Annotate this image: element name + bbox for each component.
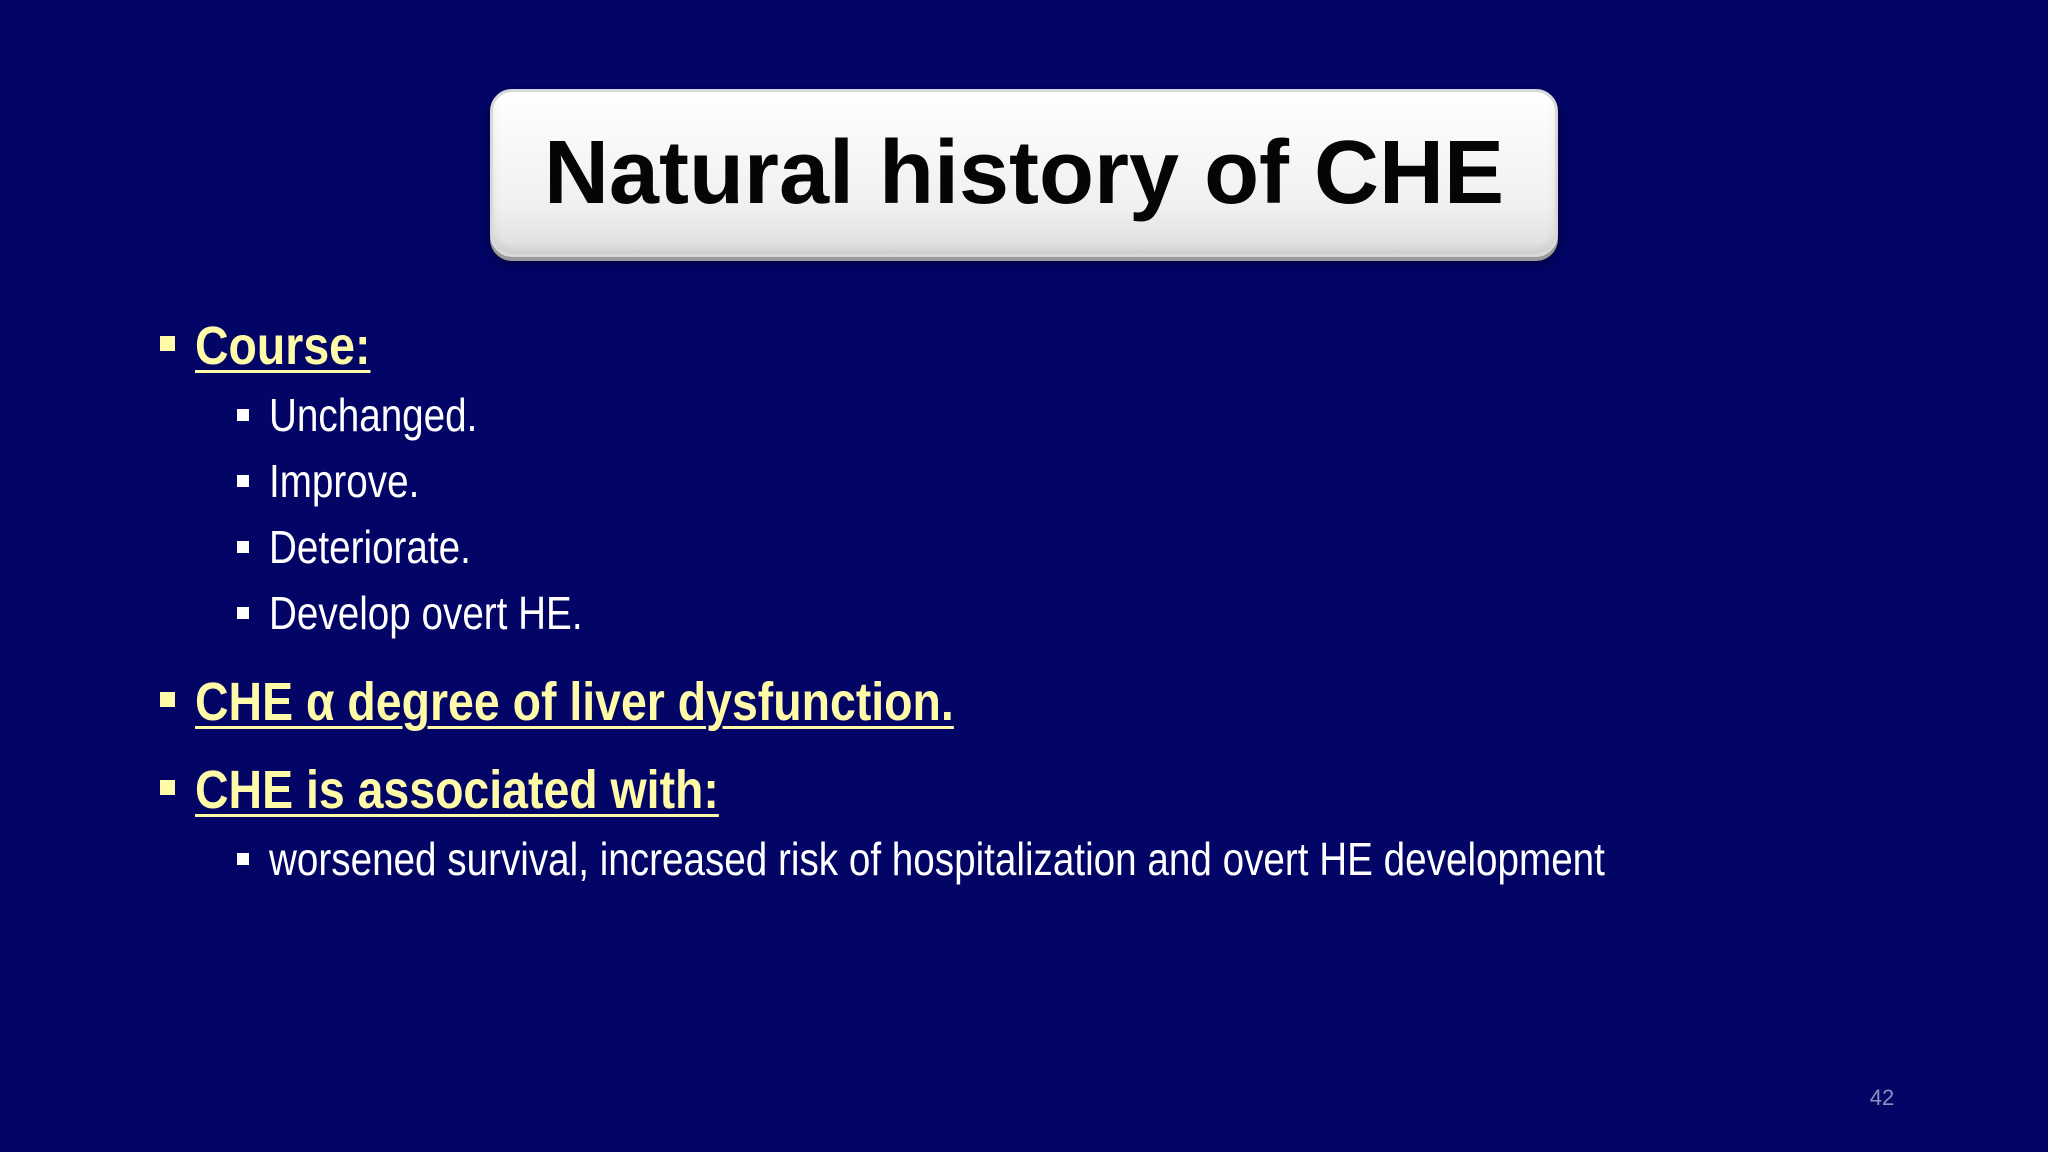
page-number: 42	[1869, 1085, 1895, 1110]
sub-bullet	[160, 448, 1960, 514]
sub-bullet-text: worsened survival, increased risk of hospitalization and overt HE development	[269, 833, 1605, 885]
bullet-square-icon	[237, 853, 249, 865]
sub-bullet-text: Develop overt HE.	[269, 587, 583, 639]
bullet-square-icon	[160, 780, 175, 795]
bullet-list	[160, 310, 1960, 892]
bullet-square-icon	[237, 409, 249, 421]
sub-bullet	[160, 826, 1960, 892]
bullet-square-icon	[237, 541, 249, 553]
slide-title: Natural history of CHE	[543, 122, 1505, 223]
title-box	[490, 89, 1558, 257]
bullet-heading: CHE is associated with:	[195, 760, 719, 820]
bullet-liver-dysfunction	[160, 666, 1960, 738]
bullet-heading: Course:	[195, 316, 371, 376]
sub-bullet	[160, 382, 1960, 448]
sub-bullet-text: Unchanged.	[269, 389, 478, 441]
bullet-square-icon	[160, 692, 175, 707]
bullet-square-icon	[160, 336, 175, 351]
sub-bullet	[160, 580, 1960, 646]
sub-bullet-text: Improve.	[269, 455, 420, 507]
bullet-square-icon	[237, 607, 249, 619]
bullet-heading: CHE α degree of liver dysfunction.	[195, 672, 954, 732]
bullet-associated-with	[160, 754, 1960, 826]
bullet-square-icon	[237, 475, 249, 487]
bullet-course	[160, 310, 1960, 382]
sub-bullet	[160, 514, 1960, 580]
sub-bullet-text: Deteriorate.	[269, 521, 471, 573]
